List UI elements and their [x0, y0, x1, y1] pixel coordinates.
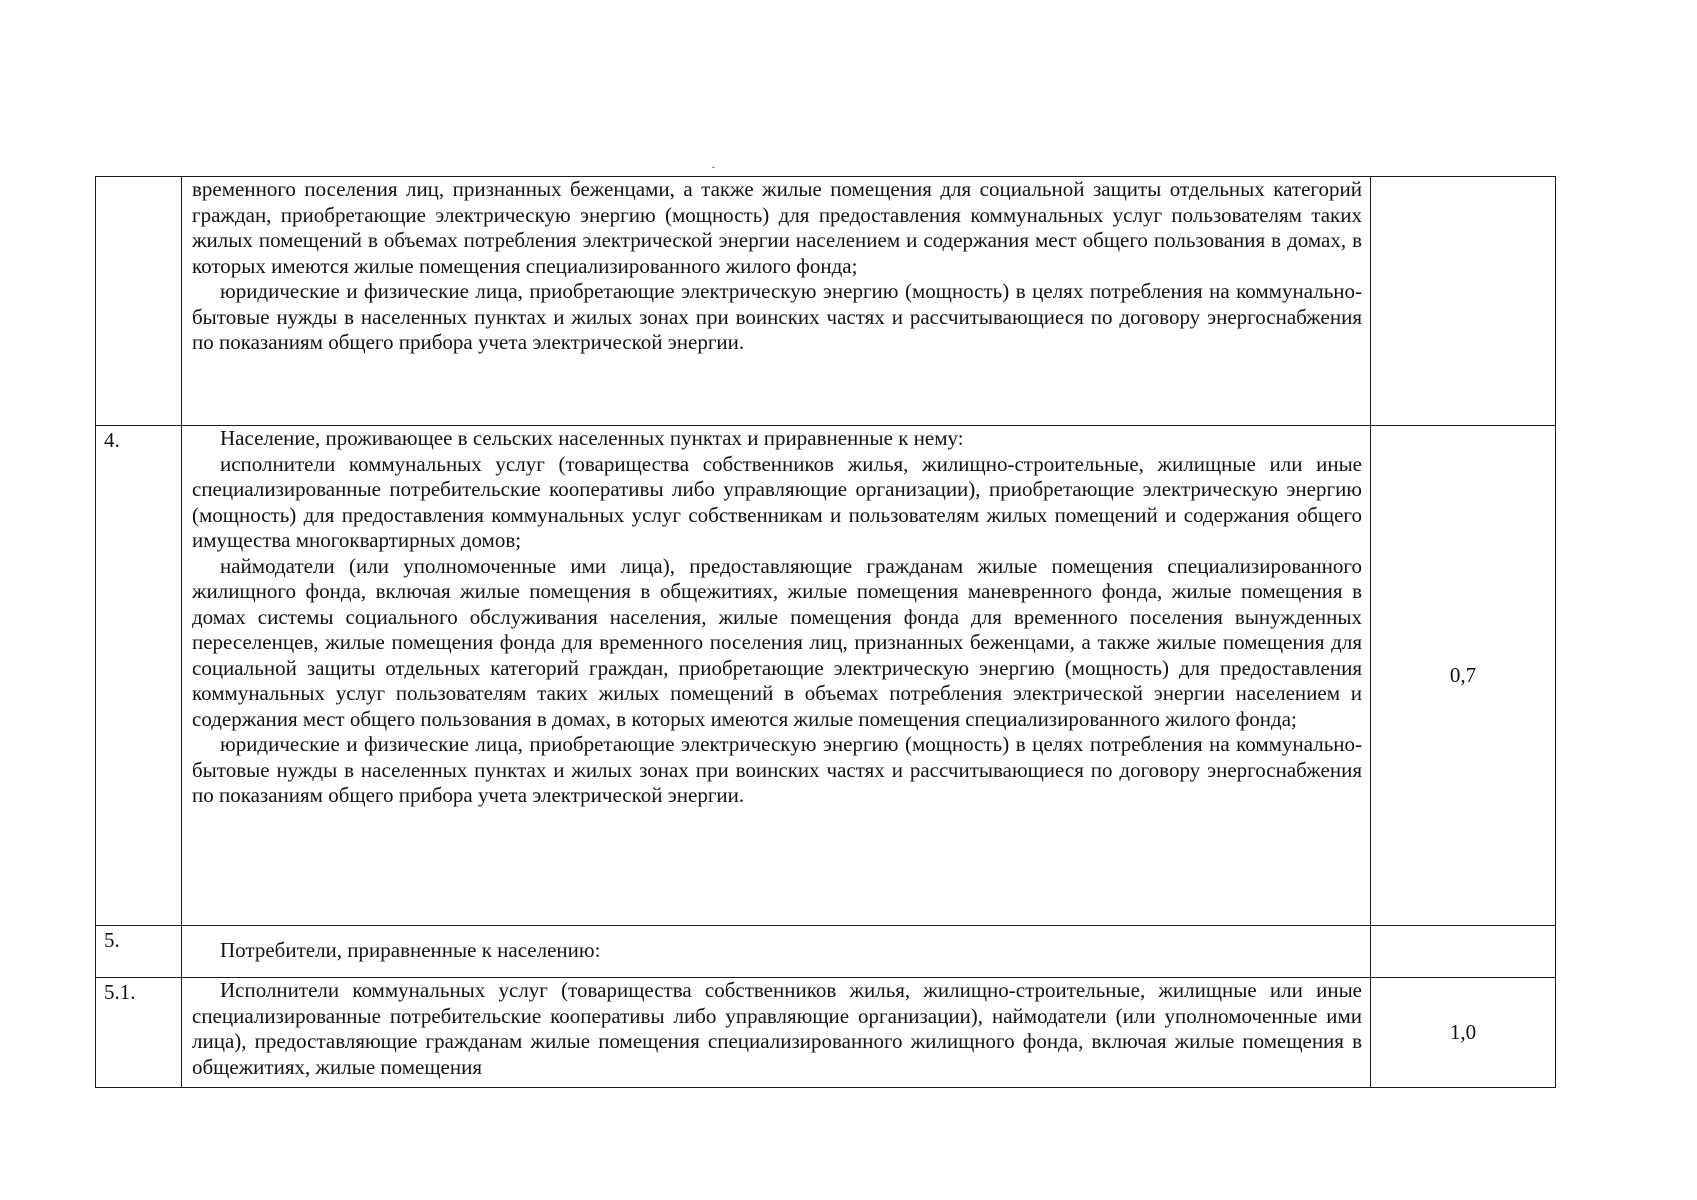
scan-speck [712, 167, 715, 168]
paragraph: временного поселения лиц, признанных беженцами, а также жилые помещения для социальной защиты отдельных категорий граждан, приобретающие электрическую энергию (мощность) для предоставления коммунальных услуг пользователям таких жилых помещений в объемах потребления электрической энергии населением и содержания мест общего пользования в домах, в которых имеются жилые помещения специализированного жилого фонда; [192, 177, 1362, 278]
row-value: 0,7 [1371, 426, 1556, 926]
paragraph: Население, проживающее в сельских населенных пунктах и приравненные к нему: [220, 426, 964, 450]
paragraph: наймодатели (или уполномоченные ими лица), предоставляющие гражданам жилые помещения специализированного жилищного фонда, включая жилые помещения в общежитиях, жилые помещения маневренного фонда, жилые помещения в домах системы социального обслуживания населения, жилые помещения фонда для временного поселения вынужденных переселенцев, жилые помещения фонда для временного поселения лиц, признанных беженцами, а также жилые помещения для социальной защиты отдельных категорий граждан, приобретающие электрическую энергию (мощность) для предоставления коммунальных услуг пользователям таких жилых помещений в объемах потребления электрической энергии населением и содержания мест общего пользования в домах, в которых имеются жилые помещения специализированного жилого фонда; [192, 553, 1362, 731]
row-number [96, 177, 182, 426]
row-description [182, 978, 1371, 1088]
paragraph: Потребители, приравненные к населению: [220, 938, 601, 962]
row-description [182, 177, 1371, 426]
row-number: 4. [96, 426, 182, 926]
row-description [182, 426, 1371, 926]
paragraph: юридические и физические лица, приобретающие электрическую энергию (мощность) в целях потребления на коммунально-бытовые нужды в населенных пунктах и жилых зонах при воинских частях и рассчитывающиеся по договору энергоснабжения по показаниям общего прибора учета электрической энергии. [192, 732, 1362, 807]
table-row [96, 177, 1556, 426]
paragraph: Исполнители коммунальных услуг (товарищества собственников жилья, жилищно-строительные, жилищные или иные специализированные потребительские кооперативы либо управляющие организации), наймодатели (или уполномоченные ими лица), предоставляющие гражданам жилые помещения специализированного жилищного фонда, включая жилые помещения в общежитиях, жилые помещения [192, 978, 1362, 1079]
tariff-table [95, 176, 1556, 1088]
row-number: 5.1. [96, 978, 182, 1088]
row-number: 5. [96, 926, 182, 978]
paragraph: юридические и физические лица, приобретающие электрическую энергию (мощность) в целях потребления на коммунально-бытовые нужды в населенных пунктах и жилых зонах при воинских частях и рассчитывающиеся по договору энергоснабжения по показаниям общего прибора учета электрической энергии. [192, 279, 1362, 354]
table-row [96, 926, 1556, 978]
row-value [1371, 177, 1556, 426]
row-value [1371, 926, 1556, 978]
table-row [96, 426, 1556, 926]
row-value: 1,0 [1371, 978, 1556, 1088]
paragraph: исполнители коммунальных услуг (товарищества собственников жилья, жилищно-строительные, жилищные или иные специализированные потребительские кооперативы либо управляющие организации), приобретающие электрическую энергию (мощность) для предоставления коммунальных услуг собственникам и пользователям жилых помещений и содержания общего имущества многоквартирных домов; [192, 451, 1362, 552]
table-row [96, 978, 1556, 1088]
row-description [182, 926, 1371, 978]
